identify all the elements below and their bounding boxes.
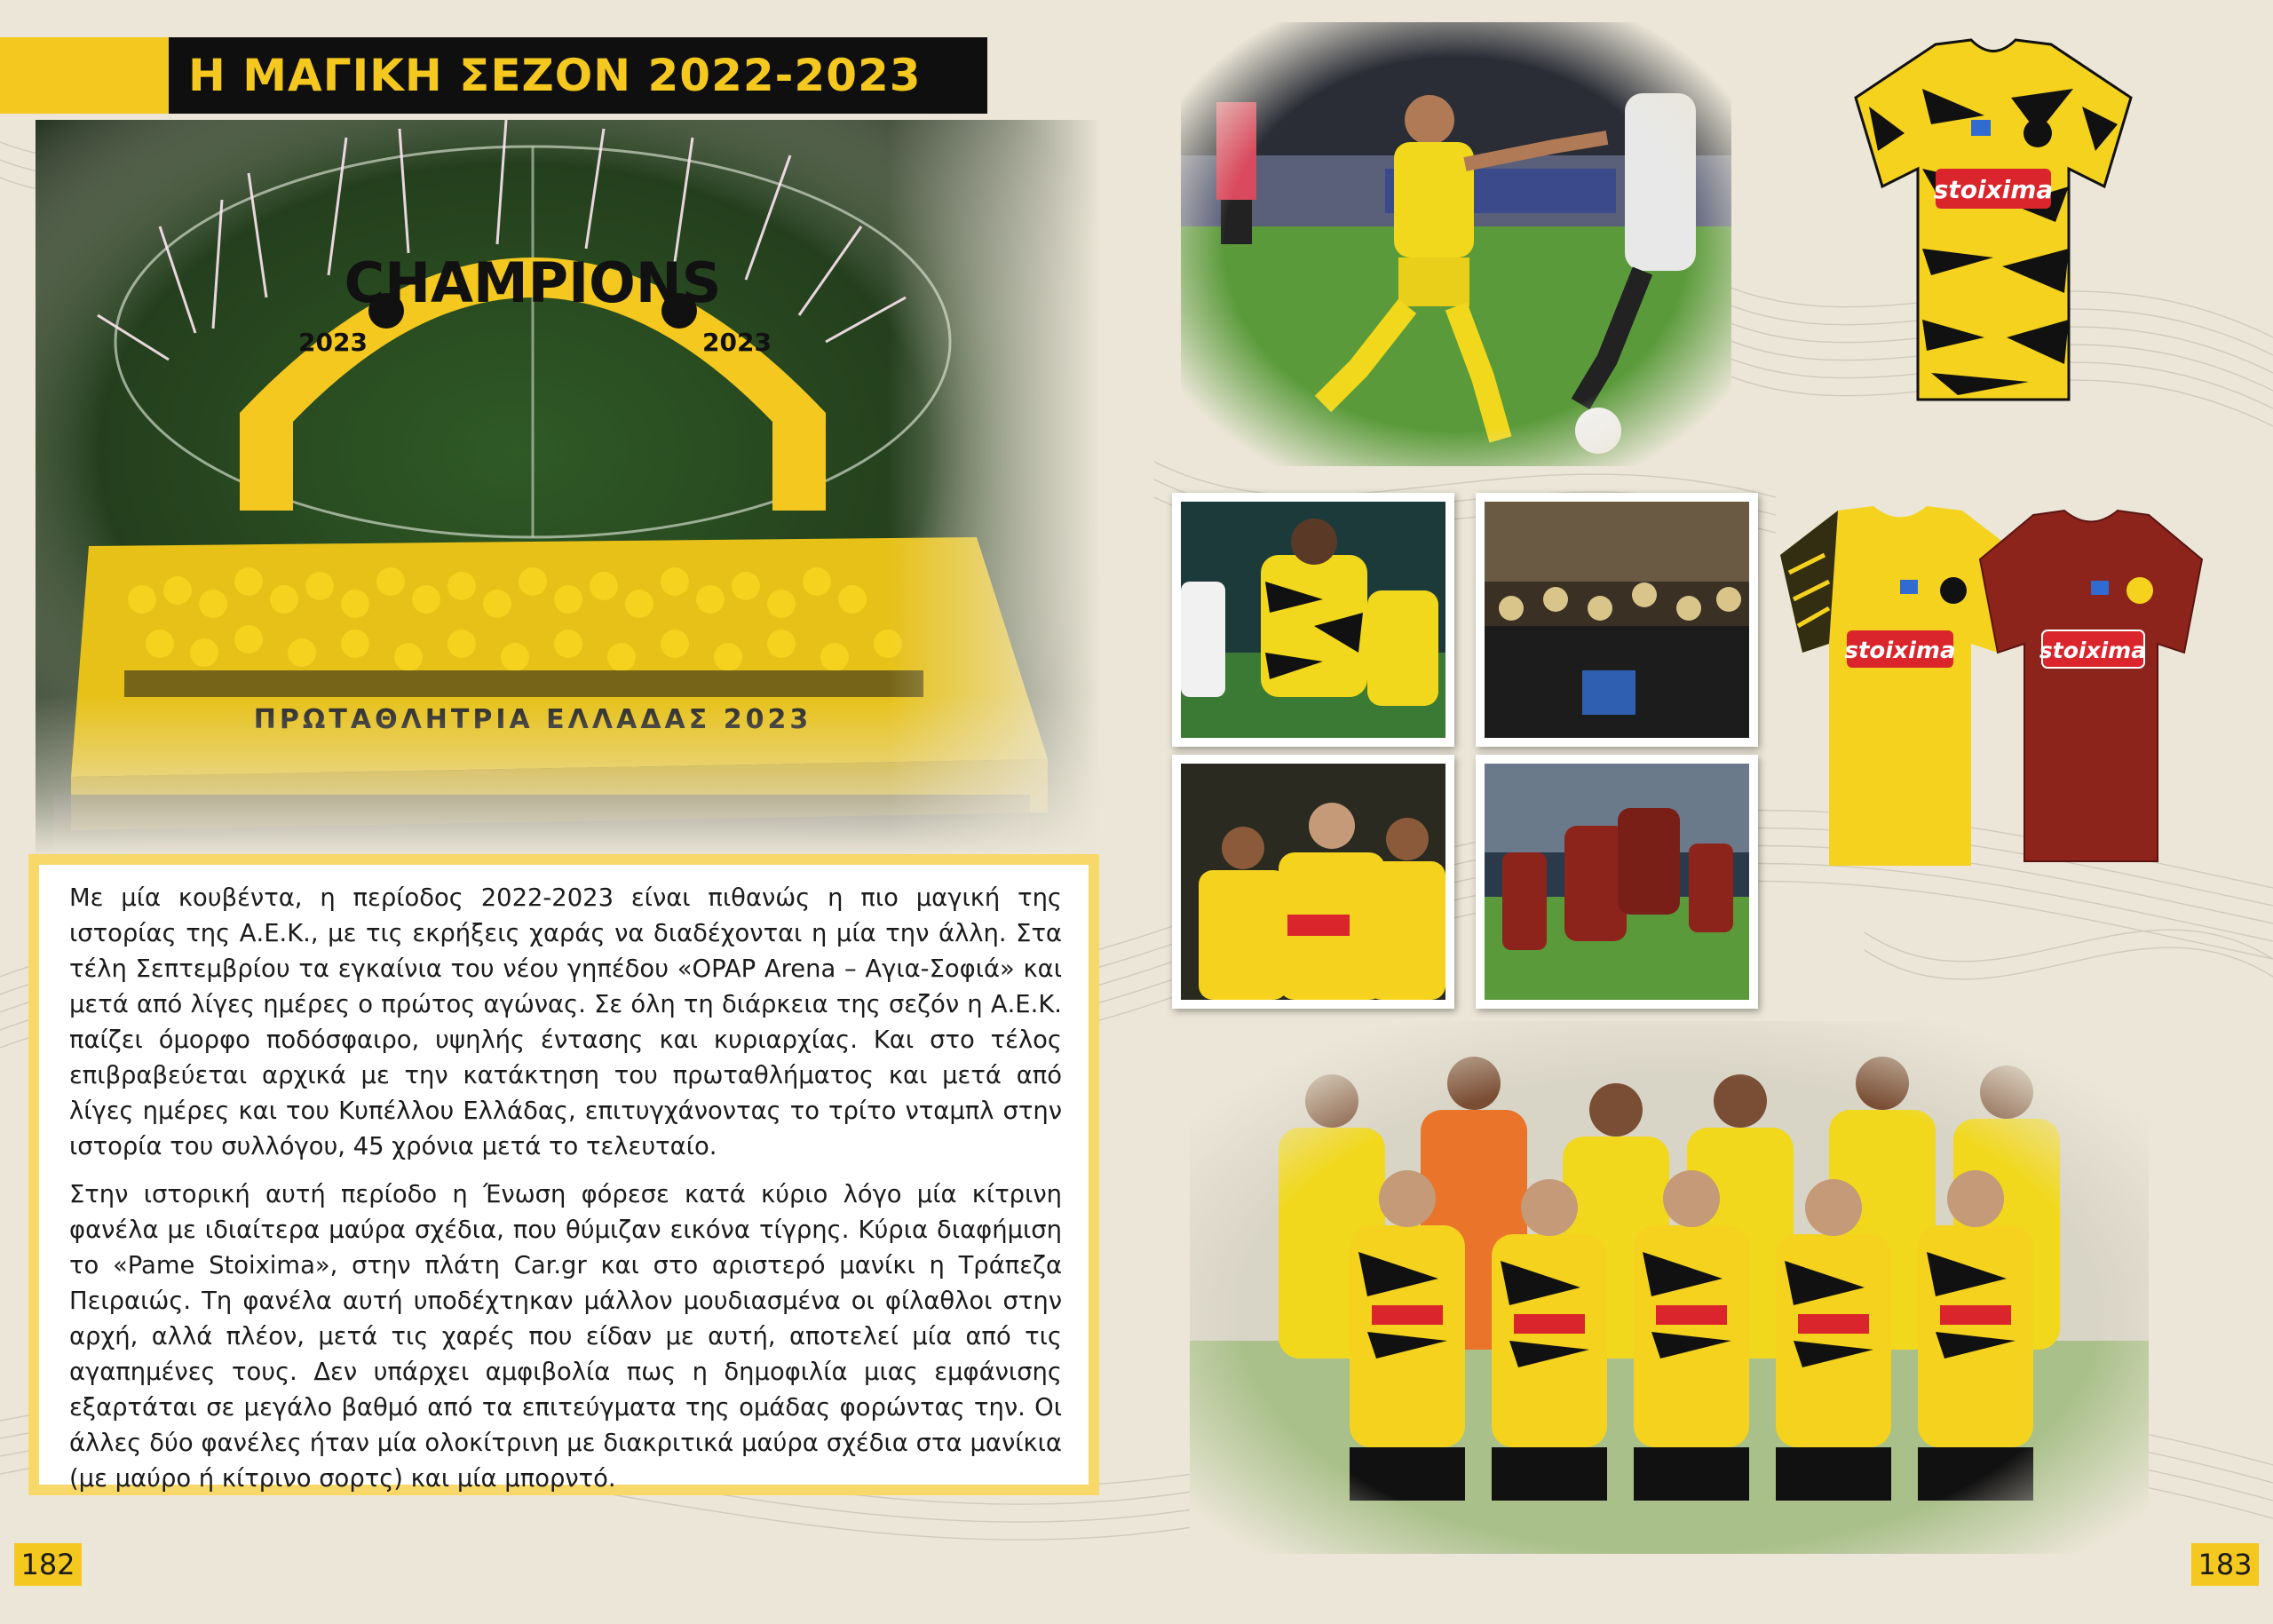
page-title: Η ΜΑΓΙΚΗ ΣΕΖΟΝ 2022-2023	[188, 50, 922, 101]
jersey-sponsor-text: stoixima	[1933, 175, 2054, 204]
team-photo	[1190, 1021, 2149, 1554]
article-paragraph-2: Στην ιστορική αυτή περίοδο η Ένωση φόρεσε κατά κύριο λόγο μία κίτρινη φανέλα με ιδιαίτερα μαύρα σχέδια, που θύμιζαν εικόνα τίγρης. Κύρια διαφήμιση το «Pame Stoixima», στην πλάτη Car.gr και στο αριστερό μανίκι η Τράπεζα Πειραιώς. Τη φανέλα αυτή υποδέχτηκαν μάλλον μουδιασμένα οι φίλαθλοι στην αρχή, αλλά πλέον, μετά τις χαρές που είδαν με αυτή, αποτελεί μία από τις αγαπημένες τους. Δεν υπάρχει αμφιβολία πως η δημοφιλία μιας εμφάνισης εξαρτάται σε μεγάλο βαθμό από τα επιτεύγματα της ομάδας φορώντας την. Οι άλλες δύο φανέλες ήταν μία ολοκίτρινη με διακριτικά μαύρα σχέδια στα μανίκια (με μαύρο ή κίτρινο σορτς) και μία μπορντό.	[69, 1181, 1062, 1493]
grid-photo-3	[1172, 755, 1454, 1009]
grid-photo-4	[1476, 755, 1758, 1009]
title-accent-block	[0, 37, 169, 114]
home-tiger-jersey	[1851, 36, 2135, 408]
page-number-left	[14, 1543, 82, 1586]
grid-photo-2	[1476, 493, 1758, 747]
article-paragraph-1: Με μία κουβέντα, η περίοδος 2022-2023 είναι πιθανώς η πιο μαγική της ιστορίας της Α.Ε.Κ., με τις εκρήξεις χαράς να διαδέχονται η μία την άλλη. Στα τέλη Σεπτεμβρίου τα εγκαίνια του νέου γηπέδου «OPAP Arena – Αγια-Σοφιά» και μετά από λίγες ημέρες ο πρώτος αγώνας. Σε όλη τη διάρκεια της σεζόν η Α.Ε.Κ. παίζει όμορφο ποδόσφαιρο, υψηλής έντασης και κυριαρχίας. Και στο τέλος επιβραβεύεται αρχικά με την κατάκτηση του πρωταθλήματος και μετά από λίγες ημέρες και του Κυπέλλου Ελλάδας, επιτυγχάνοντας το τρίτο νταμπλ στην ιστορία του συλλόγου, 45 χρόνια μετά το τελευταίο.	[69, 884, 1062, 1161]
maroon-jersey	[1976, 506, 2206, 870]
player-action-photo	[1181, 22, 1731, 466]
page-number-left-text: 182	[20, 1548, 75, 1581]
maroon-jersey-sponsor-text: stoixima	[2039, 638, 2147, 663]
title-bar	[169, 37, 987, 114]
page-number-right	[2191, 1543, 2259, 1586]
grid-photo-1	[1172, 493, 1454, 747]
yellow-jersey-sponsor-text: stoixima	[1844, 638, 1956, 664]
page-number-right-text: 183	[2198, 1548, 2253, 1581]
article-text-box	[28, 854, 1099, 1495]
celebration-photo	[36, 120, 1101, 857]
